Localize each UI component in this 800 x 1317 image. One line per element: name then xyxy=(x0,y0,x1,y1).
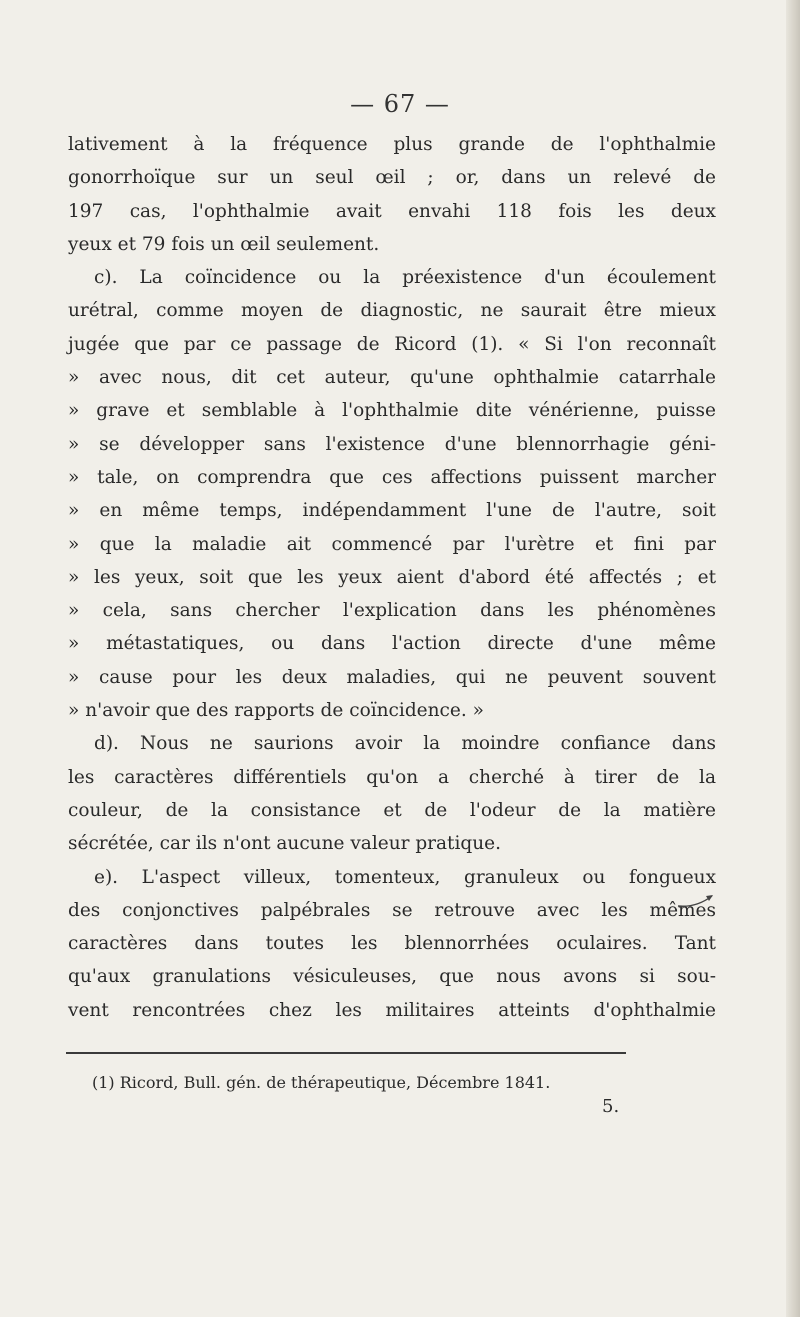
signature-mark: 5. xyxy=(602,1096,620,1117)
text-line: des conjonctives palpébrales se retrouve avec les mêmes xyxy=(68,899,716,921)
pencil-mark-icon xyxy=(676,890,716,910)
text-line: c). La coïncidence ou la préexistence d'un écoulement xyxy=(94,267,716,289)
text-line: » se développer sans l'existence d'une blennorrhagie géni- xyxy=(68,433,716,455)
text-line: » n'avoir que des rapports de coïncidence. » xyxy=(68,700,484,722)
text-line: » les yeux, soit que les yeux aient d'abord été affectés ; et xyxy=(68,566,716,588)
text-line: lativement à la fréquence plus grande de l'ophthalmie xyxy=(68,134,716,155)
text-line: » avec nous, dit cet auteur, qu'une ophthalmie catarrhale xyxy=(68,367,716,389)
text-line: 197 cas, l'ophthalmie avait envahi 118 fois les deux xyxy=(68,200,716,222)
text-line: qu'aux granulations vésiculeuses, que nous avons si sou- xyxy=(68,966,716,988)
body-text xyxy=(68,128,716,1027)
text-line: couleur, de la consistance et de l'odeur de la matière xyxy=(68,799,716,821)
text-line: » cause pour les deux maladies, qui ne peuvent souvent xyxy=(68,666,716,688)
text-line: urétral, comme moyen de diagnostic, ne saurait être mieux xyxy=(68,300,716,322)
page-edge xyxy=(786,0,800,1317)
text-line: gonorrhoïque sur un seul œil ; or, dans un relevé de xyxy=(68,167,716,189)
footnote: (1) Ricord, Bull. gén. de thérapeutique, Décembre 1841. xyxy=(92,1073,551,1092)
text-line: » grave et semblable à l'ophthalmie dite vénérienne, puisse xyxy=(68,400,716,422)
text-line: caractères dans toutes les blennorrhées oculaires. Tant xyxy=(68,933,716,955)
text-line: jugée que par ce passage de Ricord (1). « Si l'on reconnaît xyxy=(68,333,716,355)
text-line: » métastatiques, ou dans l'action directe d'une même xyxy=(68,633,716,655)
text-line: » tale, on comprendra que ces affections puissent marcher xyxy=(68,466,716,488)
text-line: e). L'aspect villeux, tomenteux, granuleux ou fongueux xyxy=(94,866,716,888)
text-line: » cela, sans chercher l'explication dans les phénomènes xyxy=(68,600,716,622)
text-line: » que la maladie ait commencé par l'urètre et fini par xyxy=(68,533,716,555)
text-line: les caractères différentiels qu'on a cherché à tirer de la xyxy=(68,766,716,788)
footnote-rule xyxy=(66,1052,626,1054)
page-number: — 67 — xyxy=(350,90,450,118)
text-line: vent rencontrées chez les militaires atteints d'ophthalmie xyxy=(68,999,716,1021)
text-line: d). Nous ne saurions avoir la moindre confiance dans xyxy=(94,733,716,755)
text-line: » en même temps, indépendamment l'une de l'autre, soit xyxy=(68,500,716,522)
text-line: yeux et 79 fois un œil seulement. xyxy=(68,233,380,255)
text-line: sécrétée, car ils n'ont aucune valeur pratique. xyxy=(68,833,501,855)
